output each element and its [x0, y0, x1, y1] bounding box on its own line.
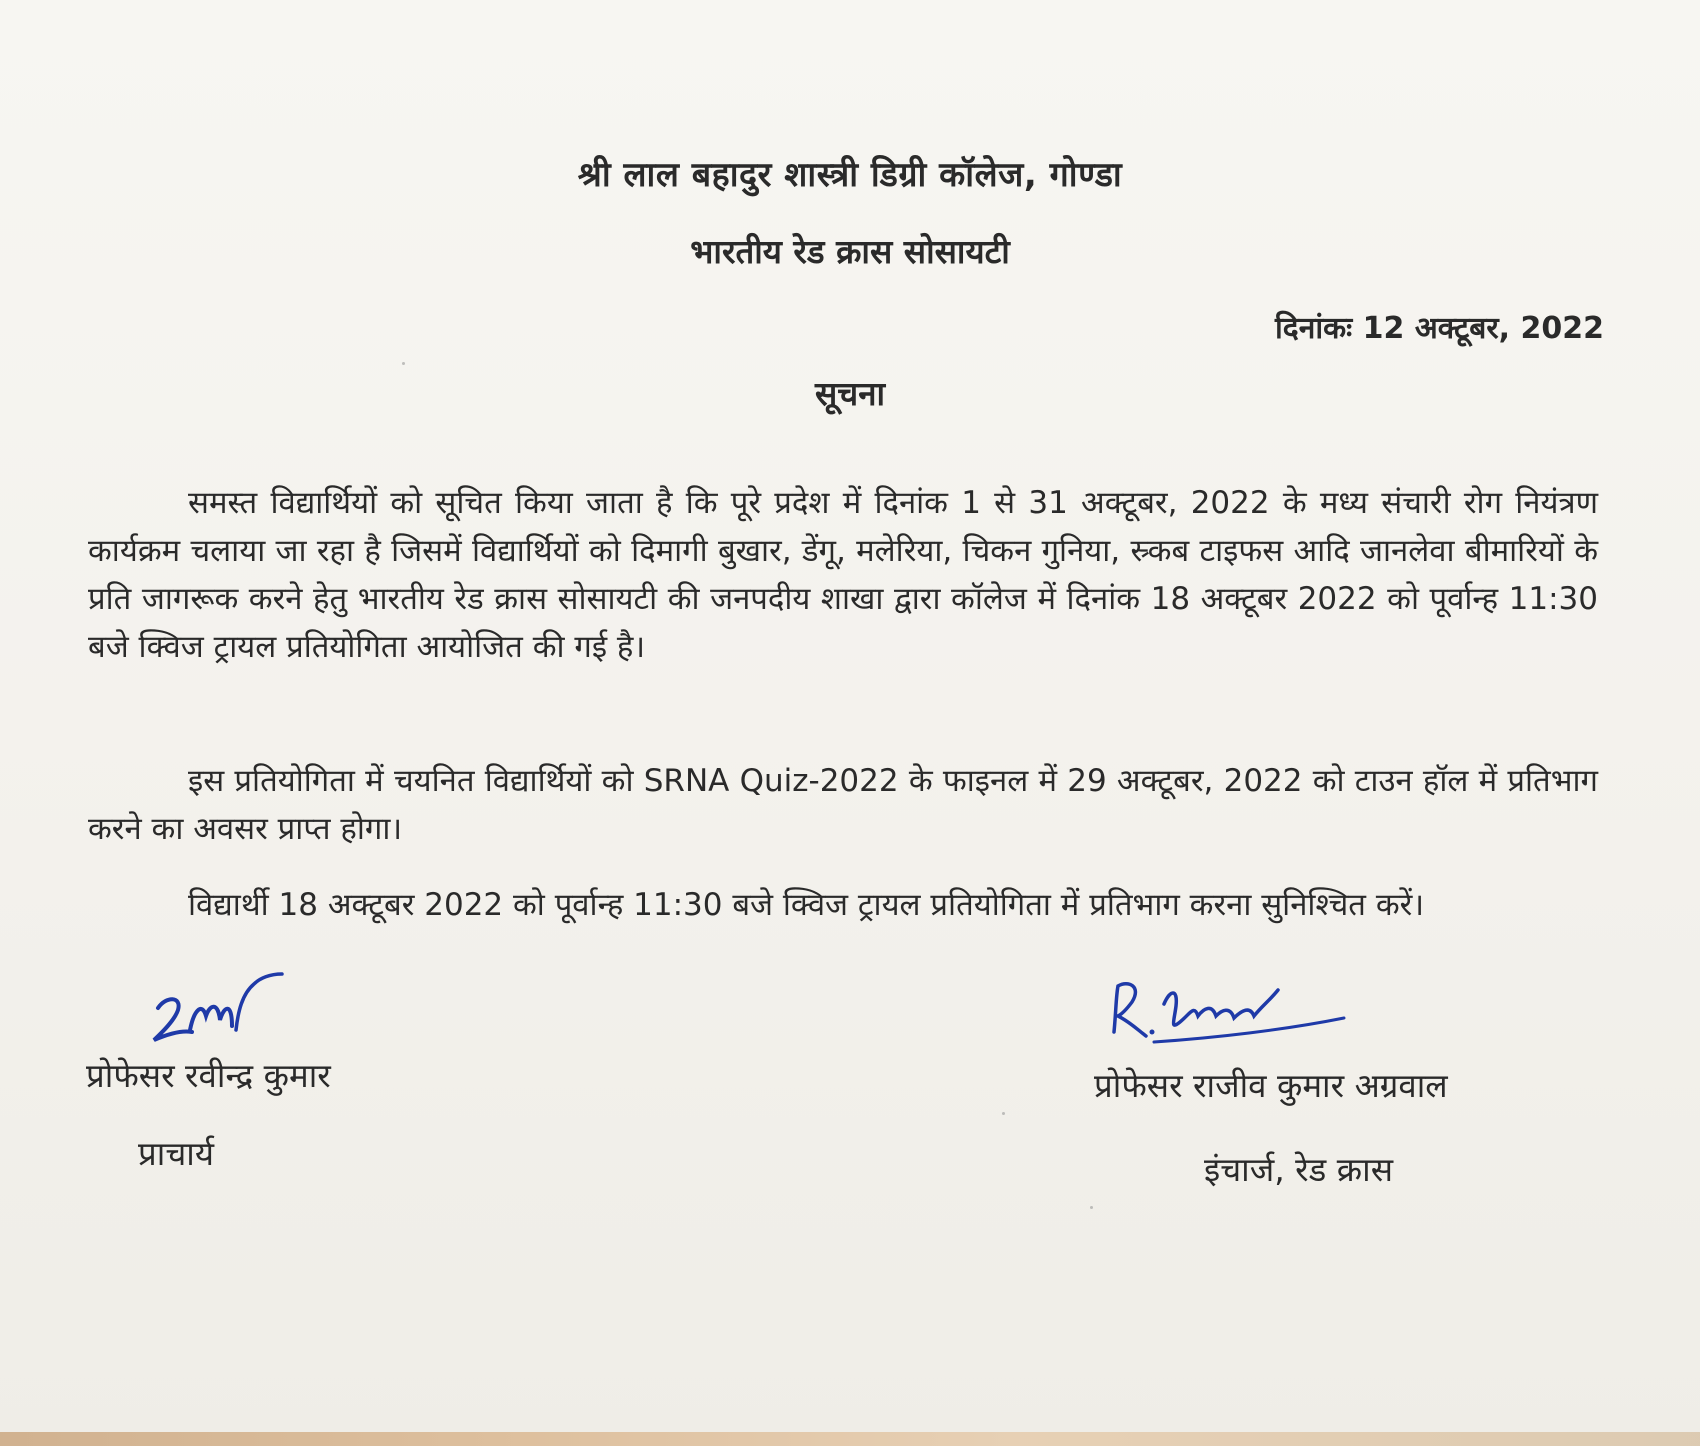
notice-title: सूचना: [814, 374, 886, 413]
paper-speck: [1090, 1206, 1093, 1209]
notice-paragraph-3: विद्यार्थी 18 अक्टूबर 2022 को पूर्वान्ह 11:30 बजे क्विज ट्रायल प्रतियोगिता में प्रतिभाग करना सुनिश्चित करें।: [188, 887, 1425, 923]
incharge-signature: [1094, 960, 1354, 1050]
notice-date: दिनांकः 12 अक्टूबर, 2022: [1275, 311, 1604, 346]
paper-speck: [402, 362, 405, 365]
principal-role: प्राचार्य: [138, 1134, 214, 1173]
notice-paragraph-1: समस्त विद्यार्थियों को सूचित किया जाता है कि पूरे प्रदेश में दिनांक 1 से 31 अक्टूबर, 2022 के मध्य संचारी रोग नियंत्रण कार्यक्रम चलाया जा रहा है जिसमें विद्यार्थियों को दिमागी बुखार, डेंगू, मलेरिया, चिकन गुनिया, स्र्कब टाइफस आदि जानलेवा बीमारियों के प्रति जागरूक करने हेतु भारतीय रेड क्रास सोसायटी की जनपदीय शाखा द्वारा कॉलेज में दिनांक 18 अक्टूबर 2022 को पूर्वान्ह 11:30 बजे क्विज ट्रायल प्रतियोगिता आयोजित की गई है।: [88, 485, 1598, 665]
left-signatory-block: [86, 960, 546, 1176]
right-signatory-block: [1094, 960, 1594, 1192]
incharge-role: इंचार्ज, रेड क्रास: [1204, 1150, 1394, 1189]
table-surface-edge: [0, 1432, 1700, 1446]
principal-signature: [86, 960, 286, 1050]
paper-speck: [1002, 1112, 1005, 1115]
society-name-heading: भारतीय रेड क्रास सोसायटी: [690, 232, 1010, 271]
notice-paragraph-2: इस प्रतियोगिता में चयनित विद्यार्थियों को SRNA Quiz-2022 के फाइनल में 29 अक्टूबर, 2022 को टाउन हॉल में प्रतिभाग करने का अवसर प्राप्त होगा।: [88, 763, 1598, 847]
college-name-heading: श्री लाल बहादुर शास्त्री डिग्री कॉलेज, गोण्डा: [577, 155, 1123, 195]
incharge-name: प्रोफेसर राजीव कुमार अग्रवाल: [1094, 1066, 1448, 1105]
principal-name: प्रोफेसर रवीन्द्र कुमार: [86, 1056, 331, 1095]
